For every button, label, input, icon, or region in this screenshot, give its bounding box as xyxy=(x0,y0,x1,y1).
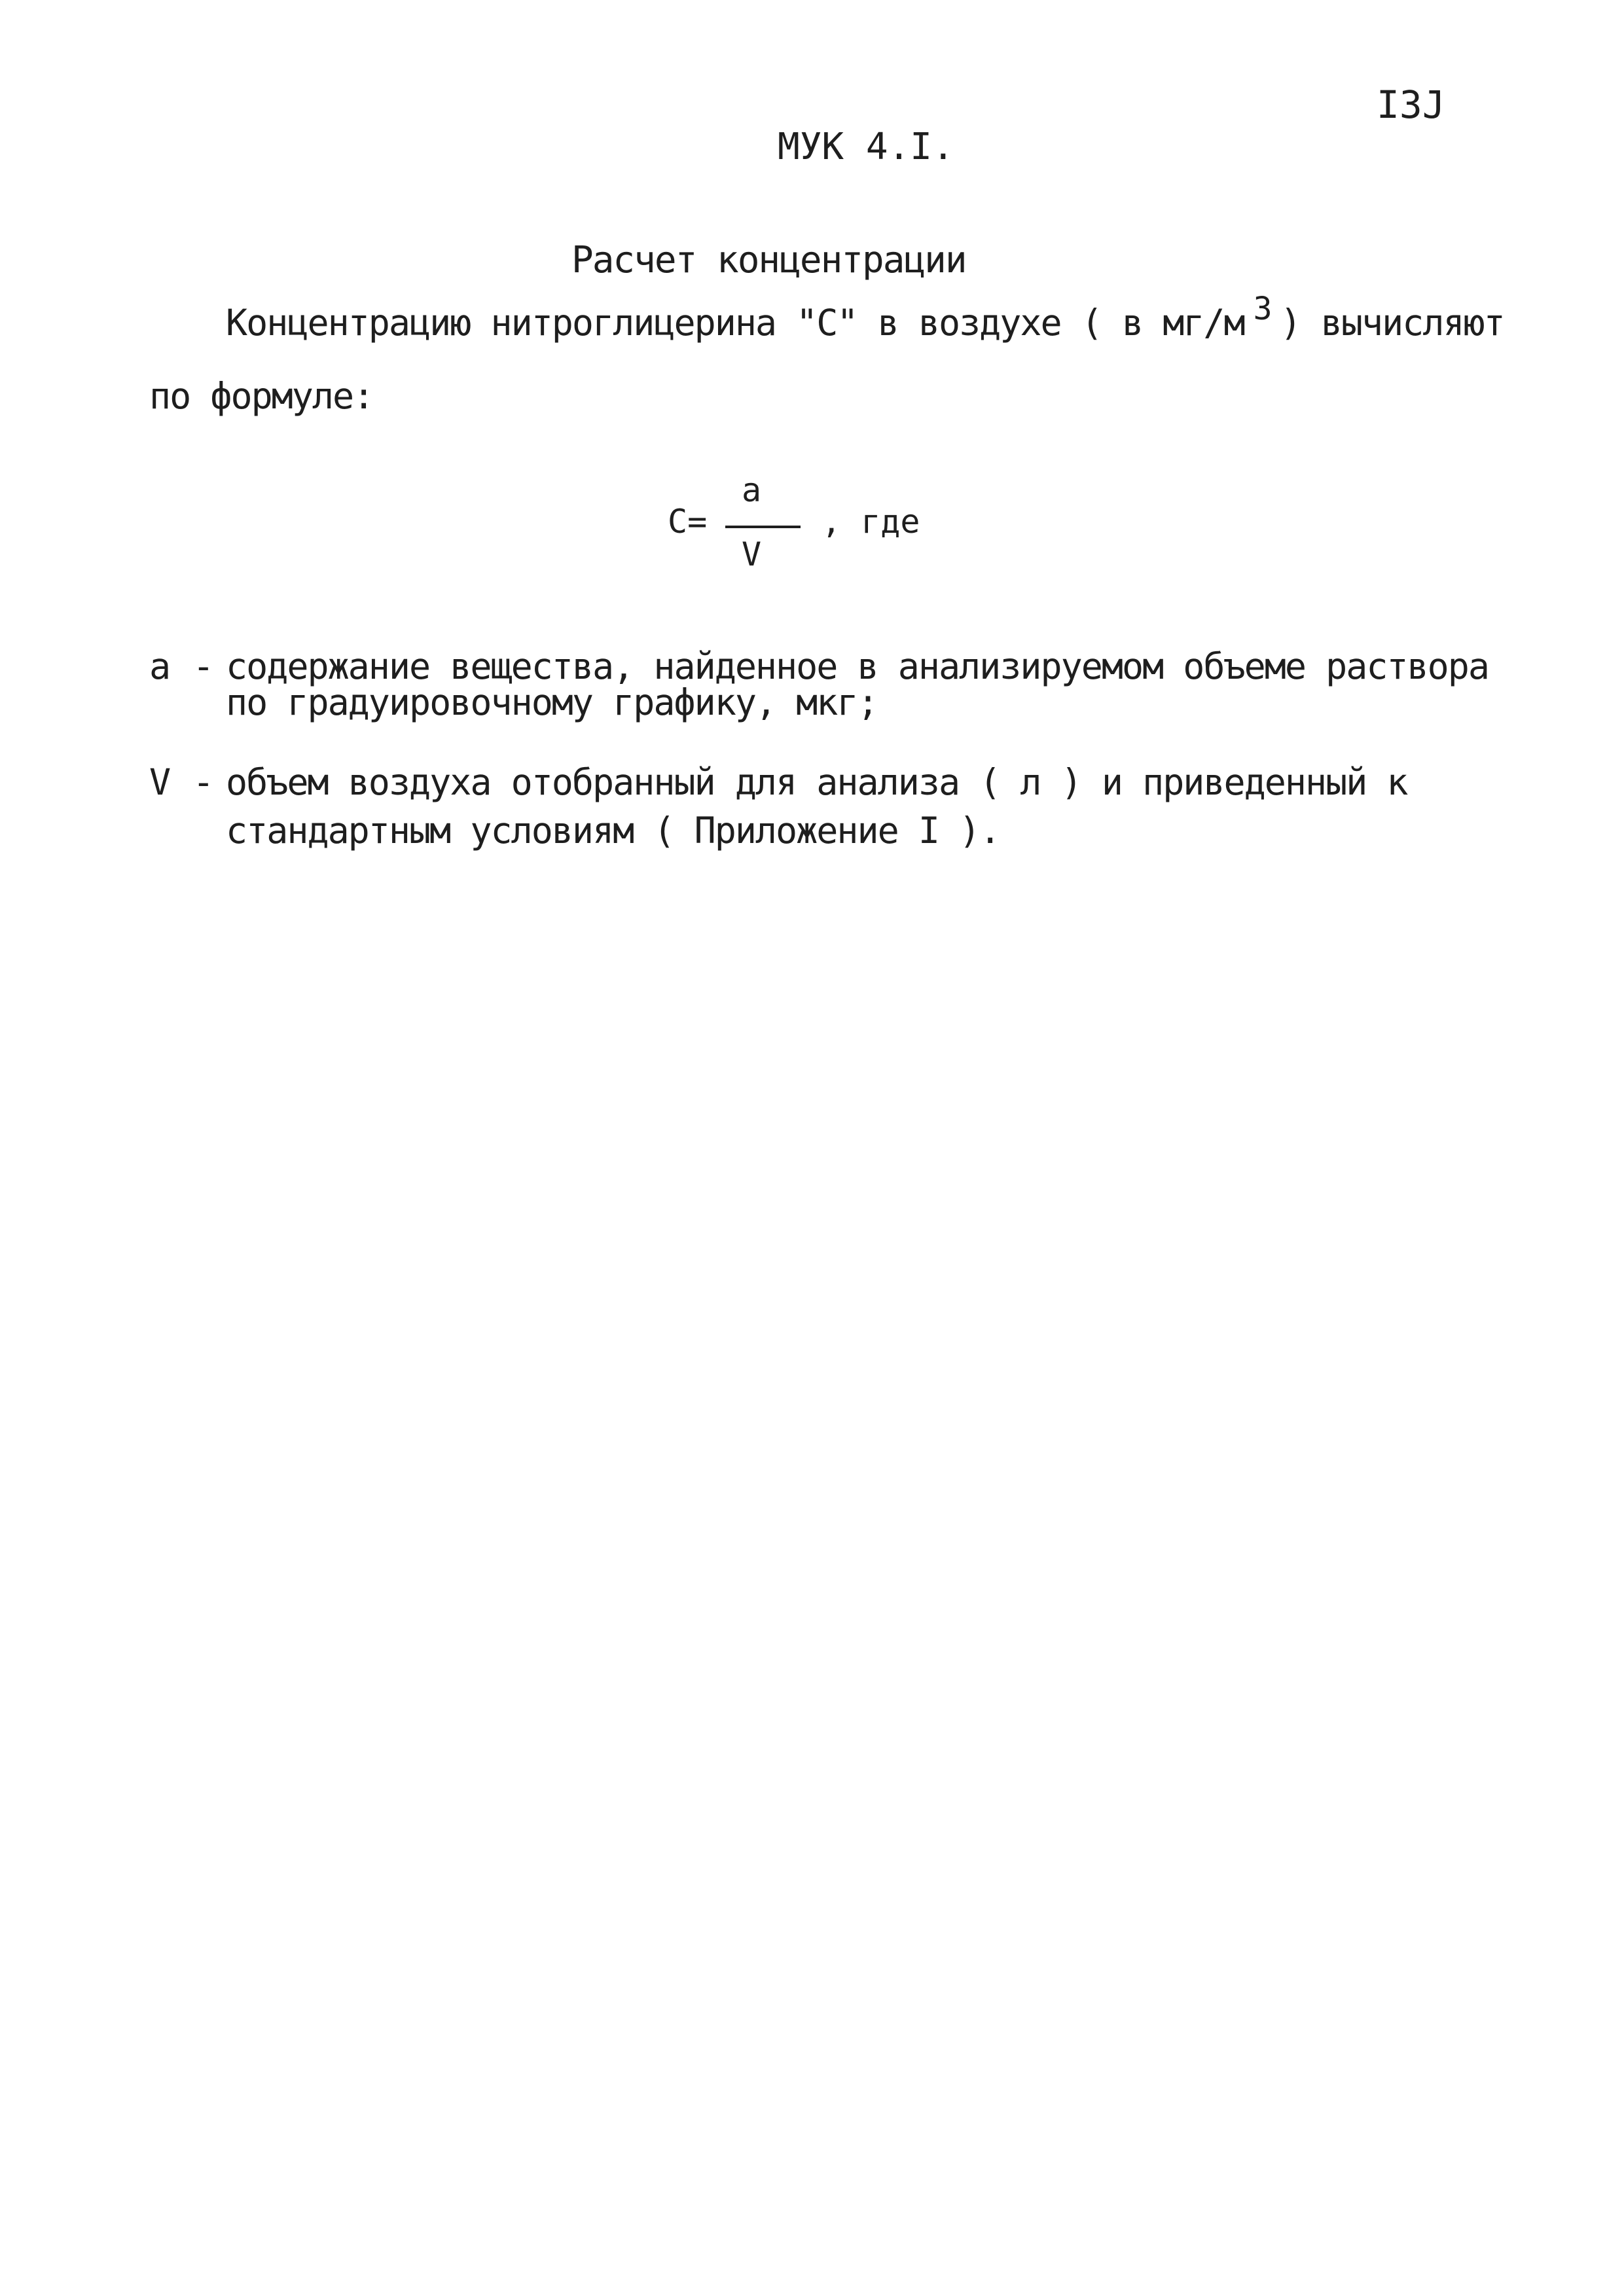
definition-symbol: а - xyxy=(149,645,215,687)
intro-paragraph-line-1 xyxy=(226,291,1504,344)
intro-text: Концентрацию нитроглицерина "С" в воздухе ( в мг/м xyxy=(226,302,1244,344)
definition-text-line: объем воздуха отобранный для анализа ( л ) и приведенный к xyxy=(226,761,1407,803)
fraction-bar xyxy=(725,526,801,528)
definition-text-line: содержание вещества, найденное в анализируемом объеме раствора xyxy=(226,645,1489,687)
formula-denominator: V xyxy=(742,535,762,573)
intro-text-end: ) вычисляют xyxy=(1280,302,1504,344)
definition-text-line: по градуировочному графику, мкг; xyxy=(226,681,878,723)
intro-paragraph-line-2: по формуле: xyxy=(149,375,374,417)
formula-lhs: С= xyxy=(668,503,708,541)
definition-symbol: V - xyxy=(149,761,215,803)
definition-text-line: стандартным условиям ( Приложение I ). xyxy=(226,810,1000,852)
unit-superscript: 3 xyxy=(1253,291,1271,327)
page-number: I3Ј xyxy=(1377,82,1445,127)
formula-numerator: а xyxy=(742,471,762,509)
document-code: МУК 4.I. xyxy=(778,126,954,168)
formula-where: , где xyxy=(821,503,920,541)
section-heading: Расчет концентрации xyxy=(571,239,966,281)
